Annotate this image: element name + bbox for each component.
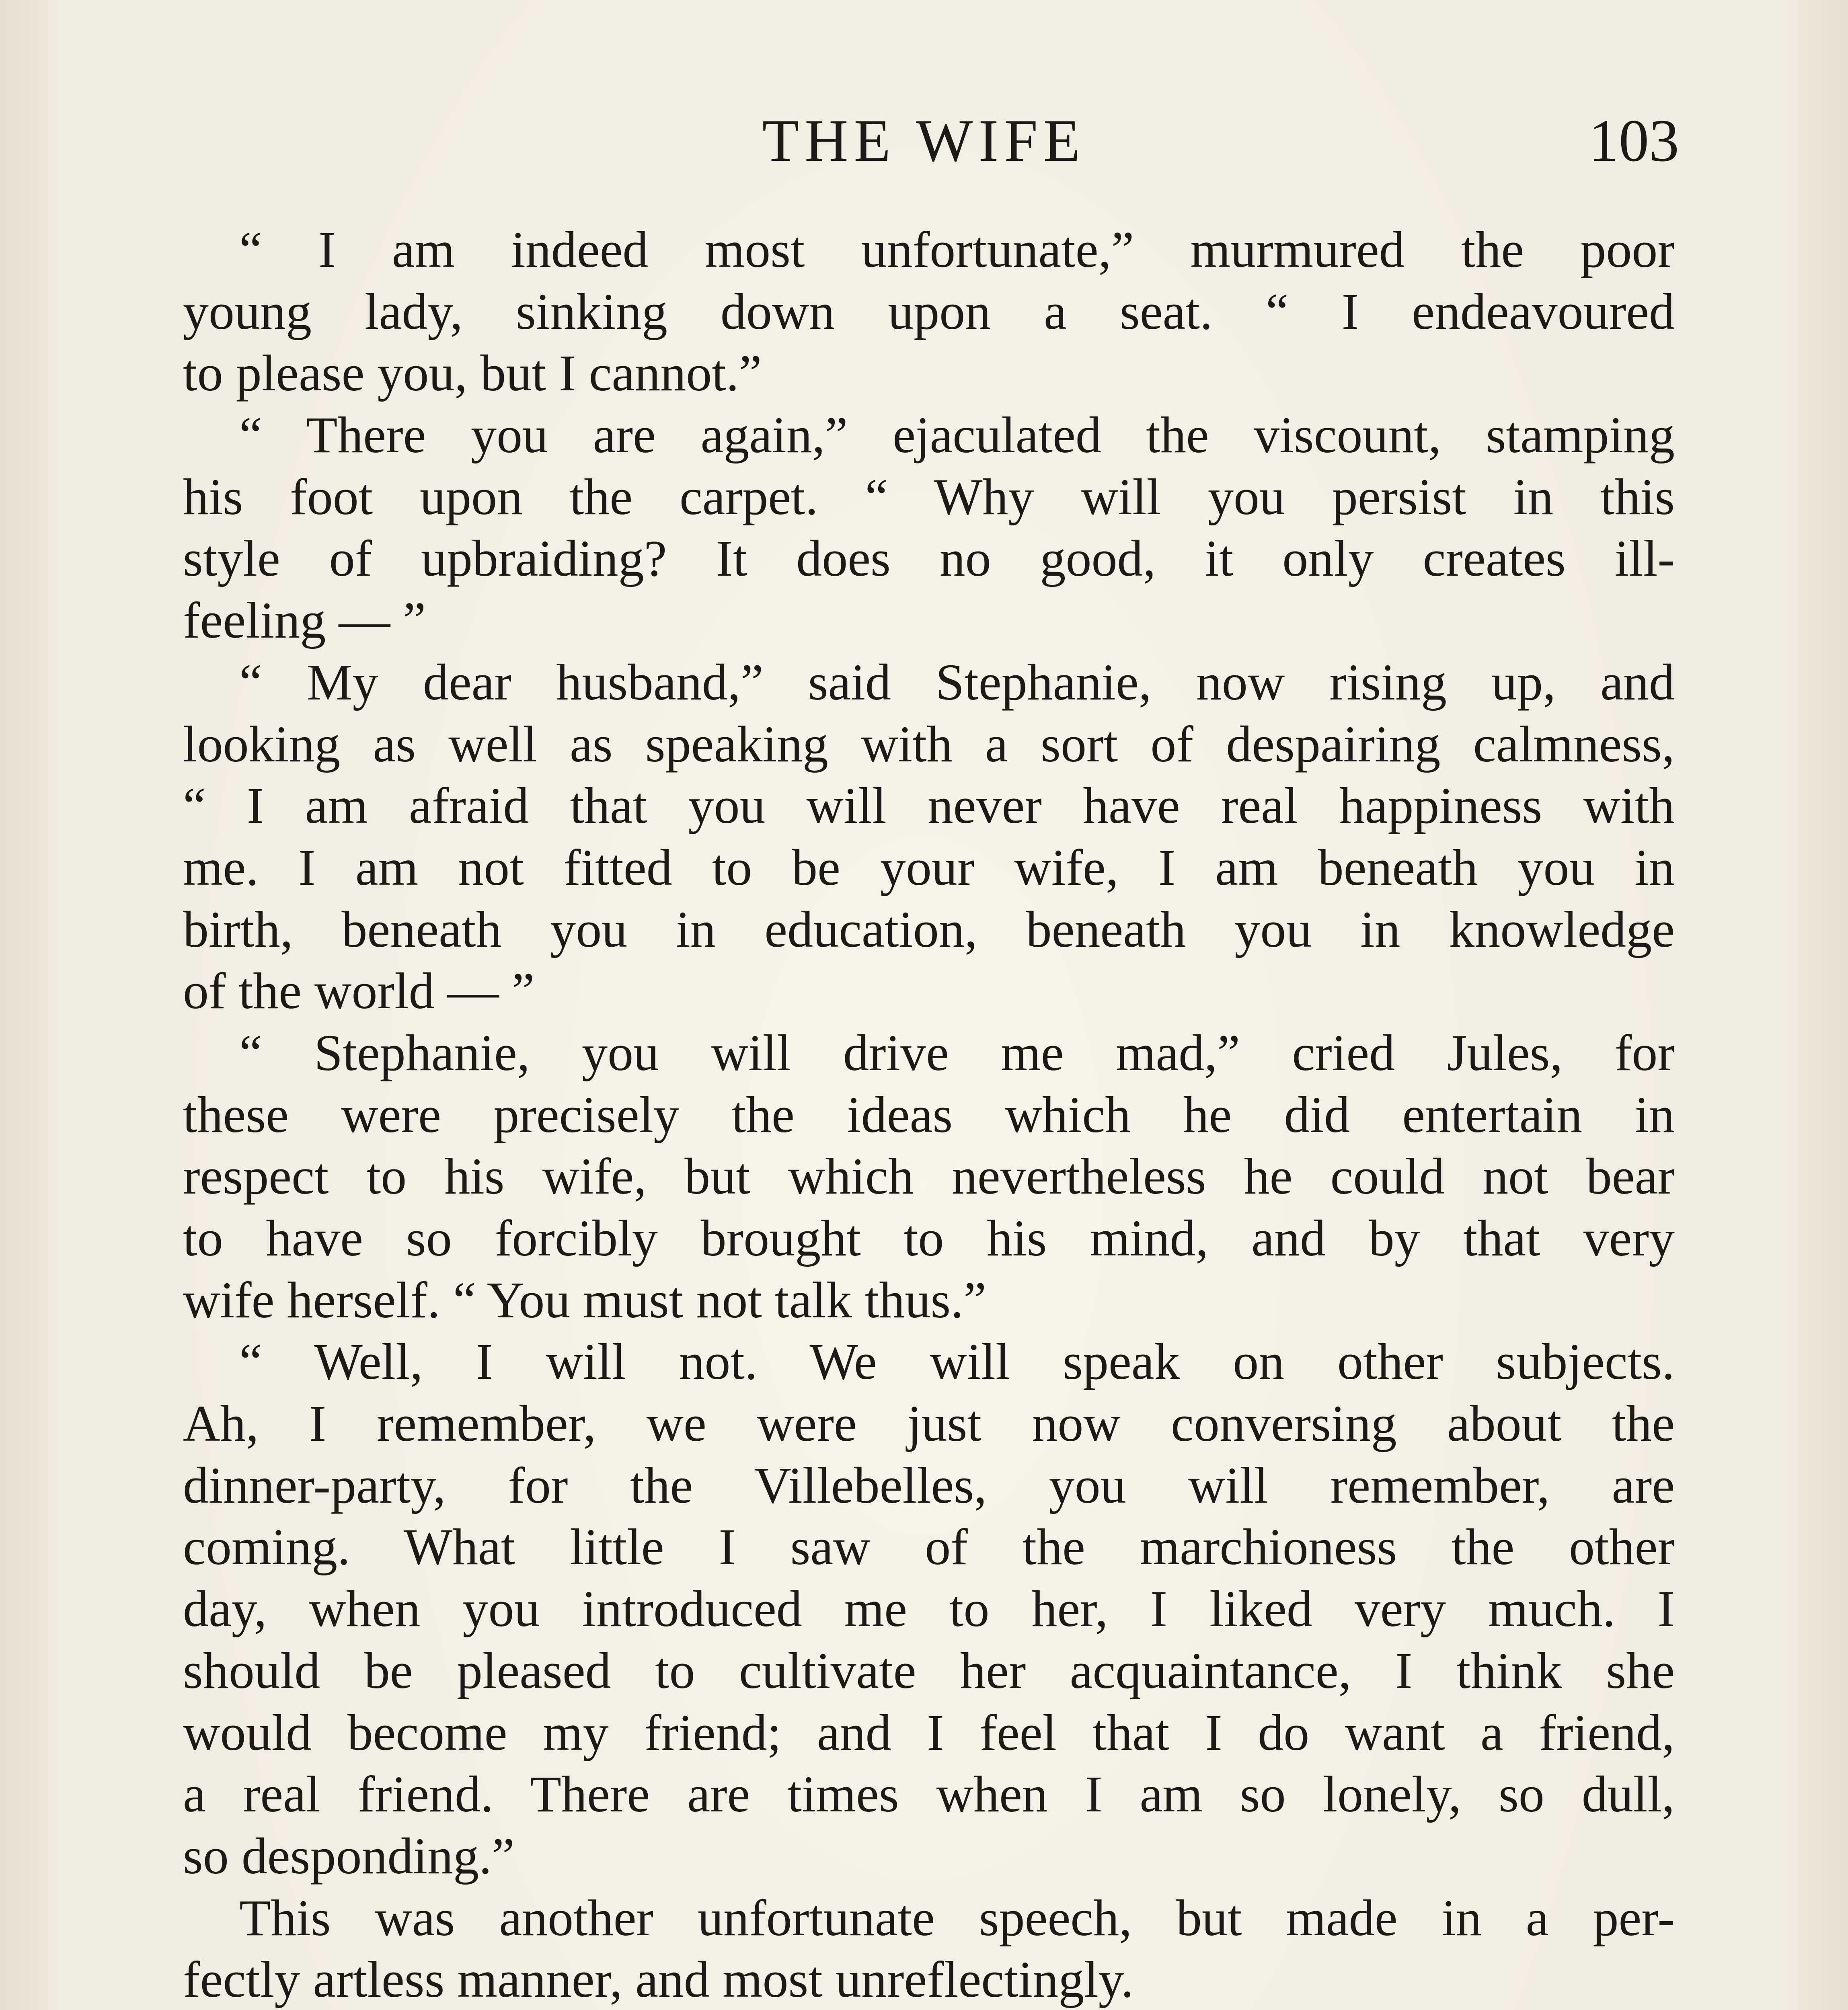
text-line: wife herself. “ You must not talk thus.” (183, 1271, 986, 1329)
text-line: “ My dear husband,” said Stephanie, now rising up, and (239, 653, 1675, 711)
text-line: to please you, but I cannot.” (183, 345, 762, 402)
text-line: young lady, sinking down upon a seat. “ I endeavoured (183, 283, 1675, 340)
text-line: “ I am indeed most unfortunate,” murmured the poor (239, 221, 1675, 278)
text-line: me. I am not fitted to be your wife, I am beneath you in (183, 839, 1675, 896)
text-line: of the world — ” (183, 962, 535, 1020)
running-title: THE WIFE (762, 107, 1086, 174)
text-line: these were precisely the ideas which he did entertain in (183, 1086, 1675, 1143)
body-text (183, 219, 1675, 2010)
text-line: his foot upon the carpet. “ Why will you persist in this (183, 468, 1675, 525)
text-line: This was another unfortunate speech, but made in a per- (239, 1889, 1675, 1946)
text-line: looking as well as speaking with a sort of despairing calmness, (183, 715, 1675, 773)
text-line: coming. What little I saw of the marchioness the other (183, 1518, 1675, 1576)
text-line: birth, beneath you in education, beneath you in knowledge (183, 900, 1675, 958)
text-line: “ I am afraid that you will never have real happiness with (183, 777, 1675, 835)
text-line: day, when you introduced me to her, I liked very much. I (183, 1580, 1675, 1638)
text-line: “ Well, I will not. We will speak on other subjects. (239, 1333, 1675, 1391)
text-line: so desponding.” (183, 1827, 515, 1885)
text-line: respect to his wife, but which nevertheless he could not bear (183, 1148, 1675, 1205)
page-number: 103 (1589, 107, 1679, 174)
text-line: a real friend. There are times when I am so lonely, so dull, (183, 1766, 1675, 1823)
text-line: “ Stephanie, you will drive me mad,” cried Jules, for (239, 1024, 1675, 1081)
text-line: Ah, I remember, we were just now conversing about the (183, 1395, 1675, 1452)
text-line: dinner-party, for the Villebelles, you will remember, are (183, 1456, 1675, 1514)
text-line: to have so forcibly brought to his mind, and by that very (183, 1210, 1675, 1267)
text-line: would become my friend; and I feel that I do want a friend, (183, 1704, 1675, 1761)
text-line: feeling — ” (183, 592, 426, 649)
text-line: style of upbraiding? It does no good, it only creates ill- (183, 530, 1675, 587)
text-line: fectly artless manner, and most unreflectingly. (183, 1951, 1134, 2008)
running-head (0, 100, 1848, 181)
text-line: should be pleased to cultivate her acquaintance, I think she (183, 1642, 1675, 1699)
text-line: “ There you are again,” ejaculated the viscount, stamping (239, 406, 1675, 464)
